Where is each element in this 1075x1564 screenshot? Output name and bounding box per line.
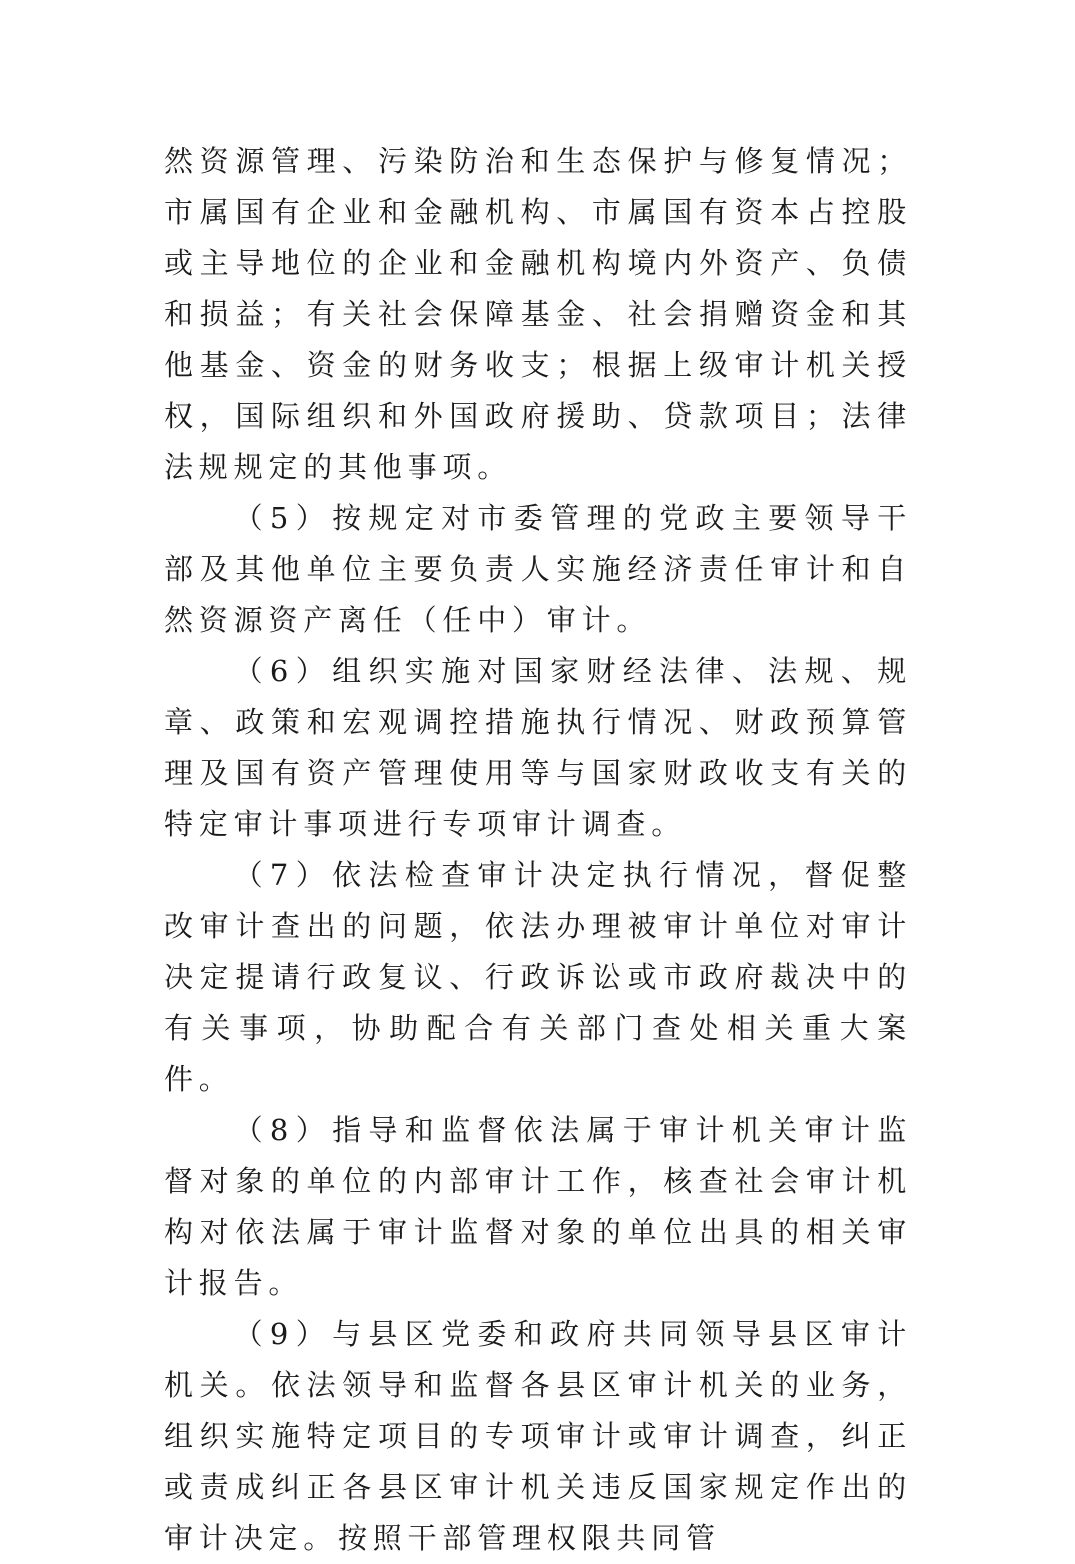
paragraph-item-5: （5）按规定对市委管理的党政主要领导干部及其他单位主要负责人实施经济责任审计和自然资源资产离任（任中）审计。 (164, 501, 912, 637)
paragraph-continuation: 然资源管理、污染防治和生态保护与修复情况；市属国有企业和金融机构、市属国有资本占控股或主导地位的企业和金融机构境内外资产、负债和损益；有关社会保障基金、社会捐赠资金和其他基金、资金的财务收支；根据上级审计机关授权，国际组织和外国政府援助、贷款项目；法律法规规定的其他事项。 (164, 144, 912, 484)
paragraph-item-8: （8）指导和监督依法属于审计机关审计监督对象的单位的内部审计工作，核查社会审计机构对依法属于审计监督对象的单位出具的相关审计报告。 (164, 1113, 912, 1300)
paragraph-item-7: （7）依法检查审计决定执行情况，督促整改审计查出的问题，依法办理被审计单位对审计决定提请行政复议、行政诉讼或市政府裁决中的有关事项，协助配合有关部门查处相关重大案件。 (164, 858, 912, 1096)
paragraph-item-6: （6）组织实施对国家财经法律、法规、规章、政策和宏观调控措施执行情况、财政预算管理及国有资产管理使用等与国家财政收支有关的特定审计事项进行专项审计调查。 (164, 654, 912, 841)
paragraph-item-9: （9）与县区党委和政府共同领导县区审计机关。依法领导和监督各县区审计机关的业务，组织实施特定项目的专项审计或审计调查，纠正或责成纠正各县区审计机关违反国家规定作出的审计决定。按照干部管理权限共同管 (164, 1317, 912, 1555)
document-body (164, 136, 912, 1564)
